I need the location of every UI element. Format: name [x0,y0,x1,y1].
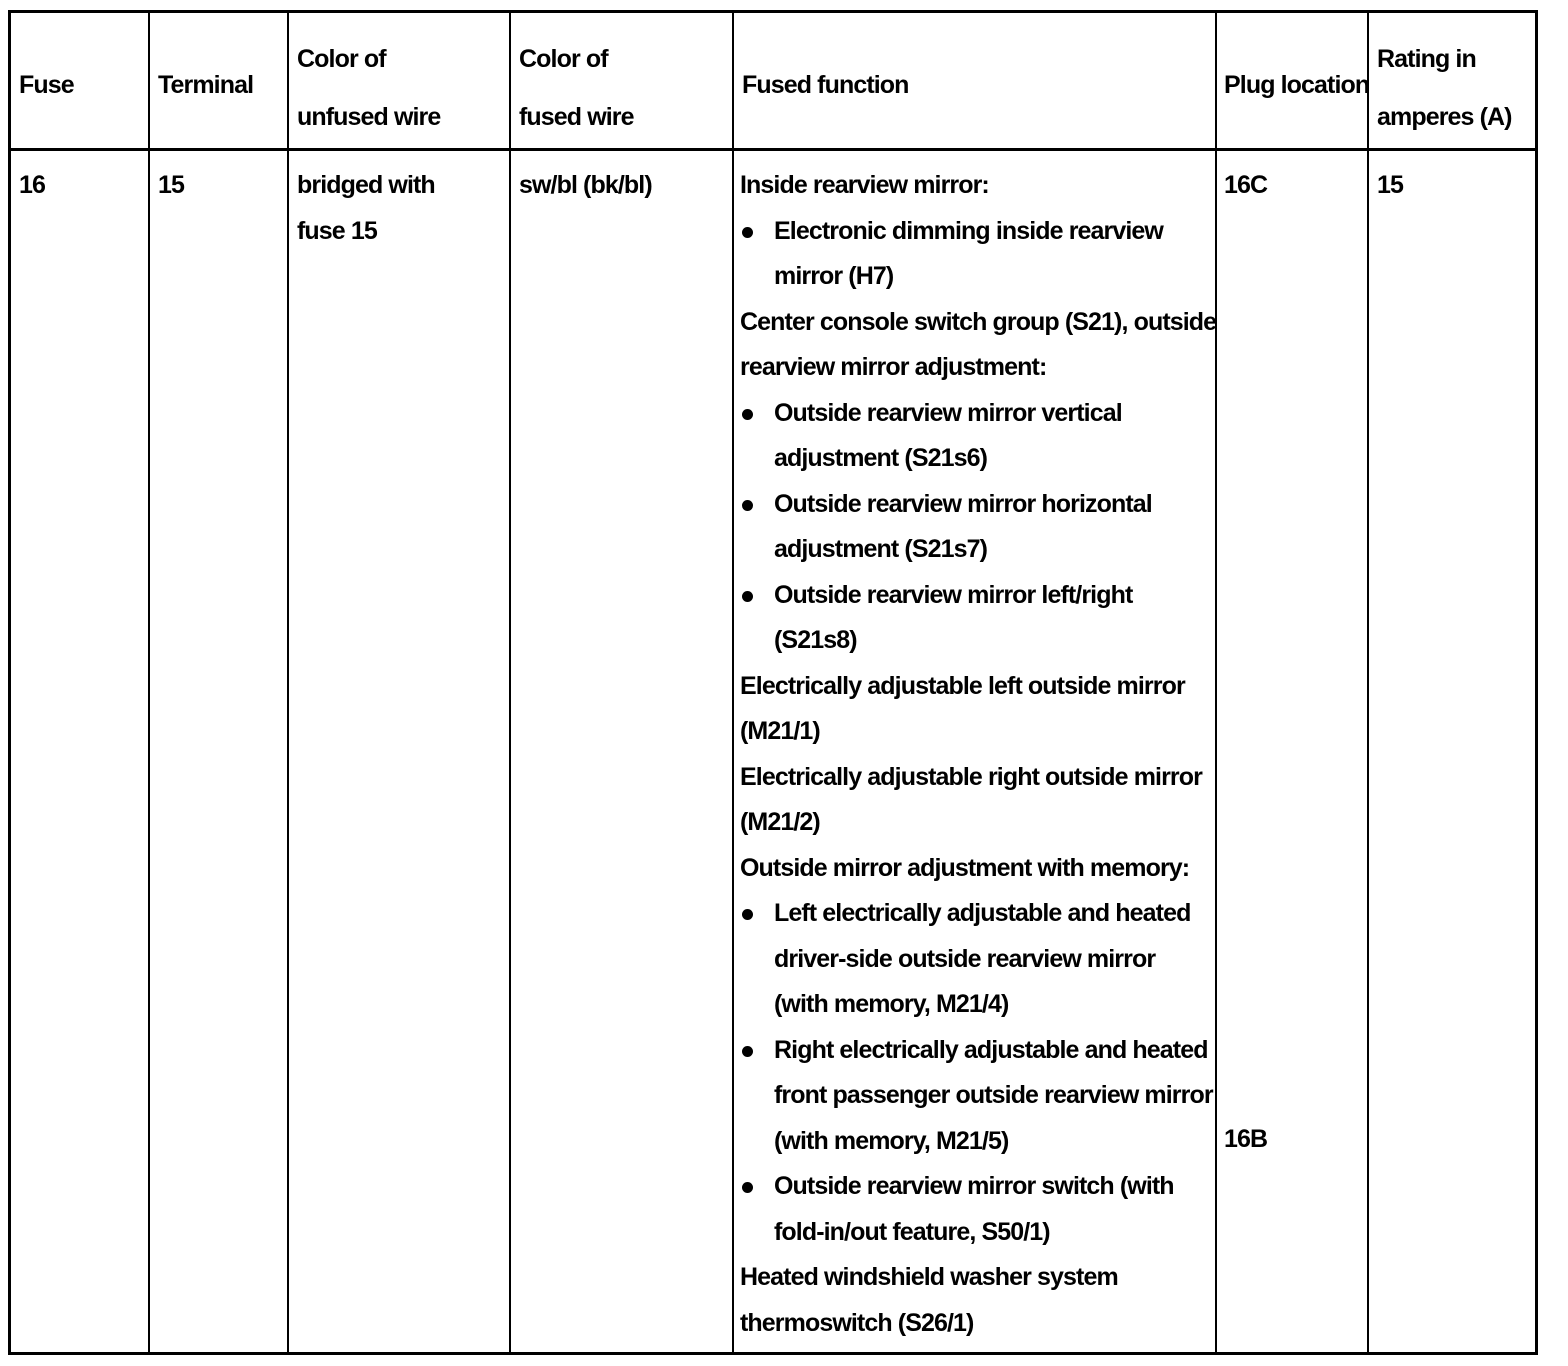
header-rating-line2: amperes (A) [1377,103,1512,131]
function-bullet-item [740,482,1216,528]
cell-unfused-line2: fuse 15 [297,216,377,245]
function-line-text: Electronic dimming inside rearview [774,216,1163,245]
function-line-text: driver-side outside rearview mirror [774,944,1156,973]
function-line [740,1073,1216,1119]
bullet-icon [742,1182,753,1193]
cell-fused-wire: sw/bl (bk/bl) [519,171,652,199]
cell-unfused-line1: bridged with [297,171,435,199]
header-fuse: Fuse [19,71,74,99]
function-line [740,1119,1216,1165]
cell-plug-location-16b: 16B [1224,1125,1268,1153]
function-line-text: Outside rearview mirror left/right [774,580,1133,609]
function-line [740,254,1216,300]
function-line-text: Outside rearview mirror switch (with [774,1172,1174,1200]
bullet-icon [742,591,753,602]
function-line [740,1301,1216,1347]
function-bullet-item [740,209,1216,255]
function-line-text: Outside rearview mirror vertical [774,398,1122,427]
fuse-table [8,10,1538,1355]
function-line-text: Electrically adjustable left outside mirror [740,671,1185,700]
function-line-text: adjustment (S21s6) [774,444,988,472]
header-unfused-line1: Color of [297,45,386,73]
function-line-text: (M21/2) [740,808,820,836]
function-line [740,709,1216,755]
function-line-text: fold-in/out feature, S50/1) [774,1217,1050,1246]
function-line-text: thermoswitch (S26/1) [740,1308,974,1337]
function-line [740,300,1216,346]
function-line [740,618,1216,664]
bullet-icon [742,227,753,238]
header-unfused-wire [297,30,440,146]
function-line-text: Electrically adjustable right outside mirror [740,762,1202,791]
cell-fuse: 16 [19,171,46,199]
header-rating-line1: Rating in [1377,45,1476,73]
function-line [740,1255,1216,1301]
function-line-text: Inside rearview mirror: [740,171,989,199]
function-line [740,937,1216,983]
function-line [740,664,1216,710]
function-line-text: Outside rearview mirror horizontal [774,489,1152,518]
header-rating [1377,30,1512,146]
function-line-text: Right electrically adjustable and heated [774,1035,1208,1064]
header-terminal: Terminal [158,71,254,99]
function-line [740,527,1216,573]
column-divider [148,13,150,1352]
function-line [740,846,1216,892]
function-line [740,800,1216,846]
function-bullet-item [740,1164,1216,1210]
function-bullet-item [740,573,1216,619]
cell-fused-function [740,163,1216,1346]
column-divider [287,13,289,1352]
column-divider [732,13,734,1352]
function-line [740,345,1216,391]
header-fused-wire [519,30,634,146]
column-divider [1367,13,1369,1352]
header-unfused-line2: unfused wire [297,103,441,131]
cell-rating: 15 [1377,171,1404,199]
function-line [740,163,1216,209]
bullet-icon [742,1046,753,1057]
bullet-icon [742,409,753,420]
function-line-text: Center console switch group (S21), outside [740,307,1217,336]
function-line-text: front passenger outside rearview mirror [774,1081,1213,1109]
cell-plug-location-16c: 16C [1224,171,1268,199]
function-line-text: mirror (H7) [774,262,894,290]
function-bullet-item [740,391,1216,437]
function-line-text: Outside mirror adjustment with memory: [740,853,1190,882]
function-line-text: (M21/1) [740,717,820,745]
function-line-text: (with memory, M21/5) [774,1126,1009,1155]
function-line-text: Left electrically adjustable and heated [774,899,1191,927]
column-divider [509,13,511,1352]
function-line-text: (S21s8) [774,626,857,654]
function-line [740,1210,1216,1256]
cell-unfused-wire [297,163,435,254]
header-fused-line1: Color of [519,45,608,73]
cell-terminal: 15 [158,171,185,199]
function-line-text: (with memory, M21/4) [774,990,1009,1018]
function-line [740,755,1216,801]
function-line [740,436,1216,482]
header-divider [11,148,1535,151]
function-line-text: rearview mirror adjustment: [740,353,1047,381]
header-plug-location: Plug location [1224,71,1370,99]
function-line-text: Heated windshield washer system [740,1263,1118,1291]
function-bullet-item [740,891,1216,937]
bullet-icon [742,909,753,920]
function-line [740,982,1216,1028]
function-line-text: adjustment (S21s7) [774,535,988,563]
header-fused-line2: fused wire [519,103,634,131]
header-fused-function: Fused function [742,71,909,99]
function-bullet-item [740,1028,1216,1074]
bullet-icon [742,500,753,511]
